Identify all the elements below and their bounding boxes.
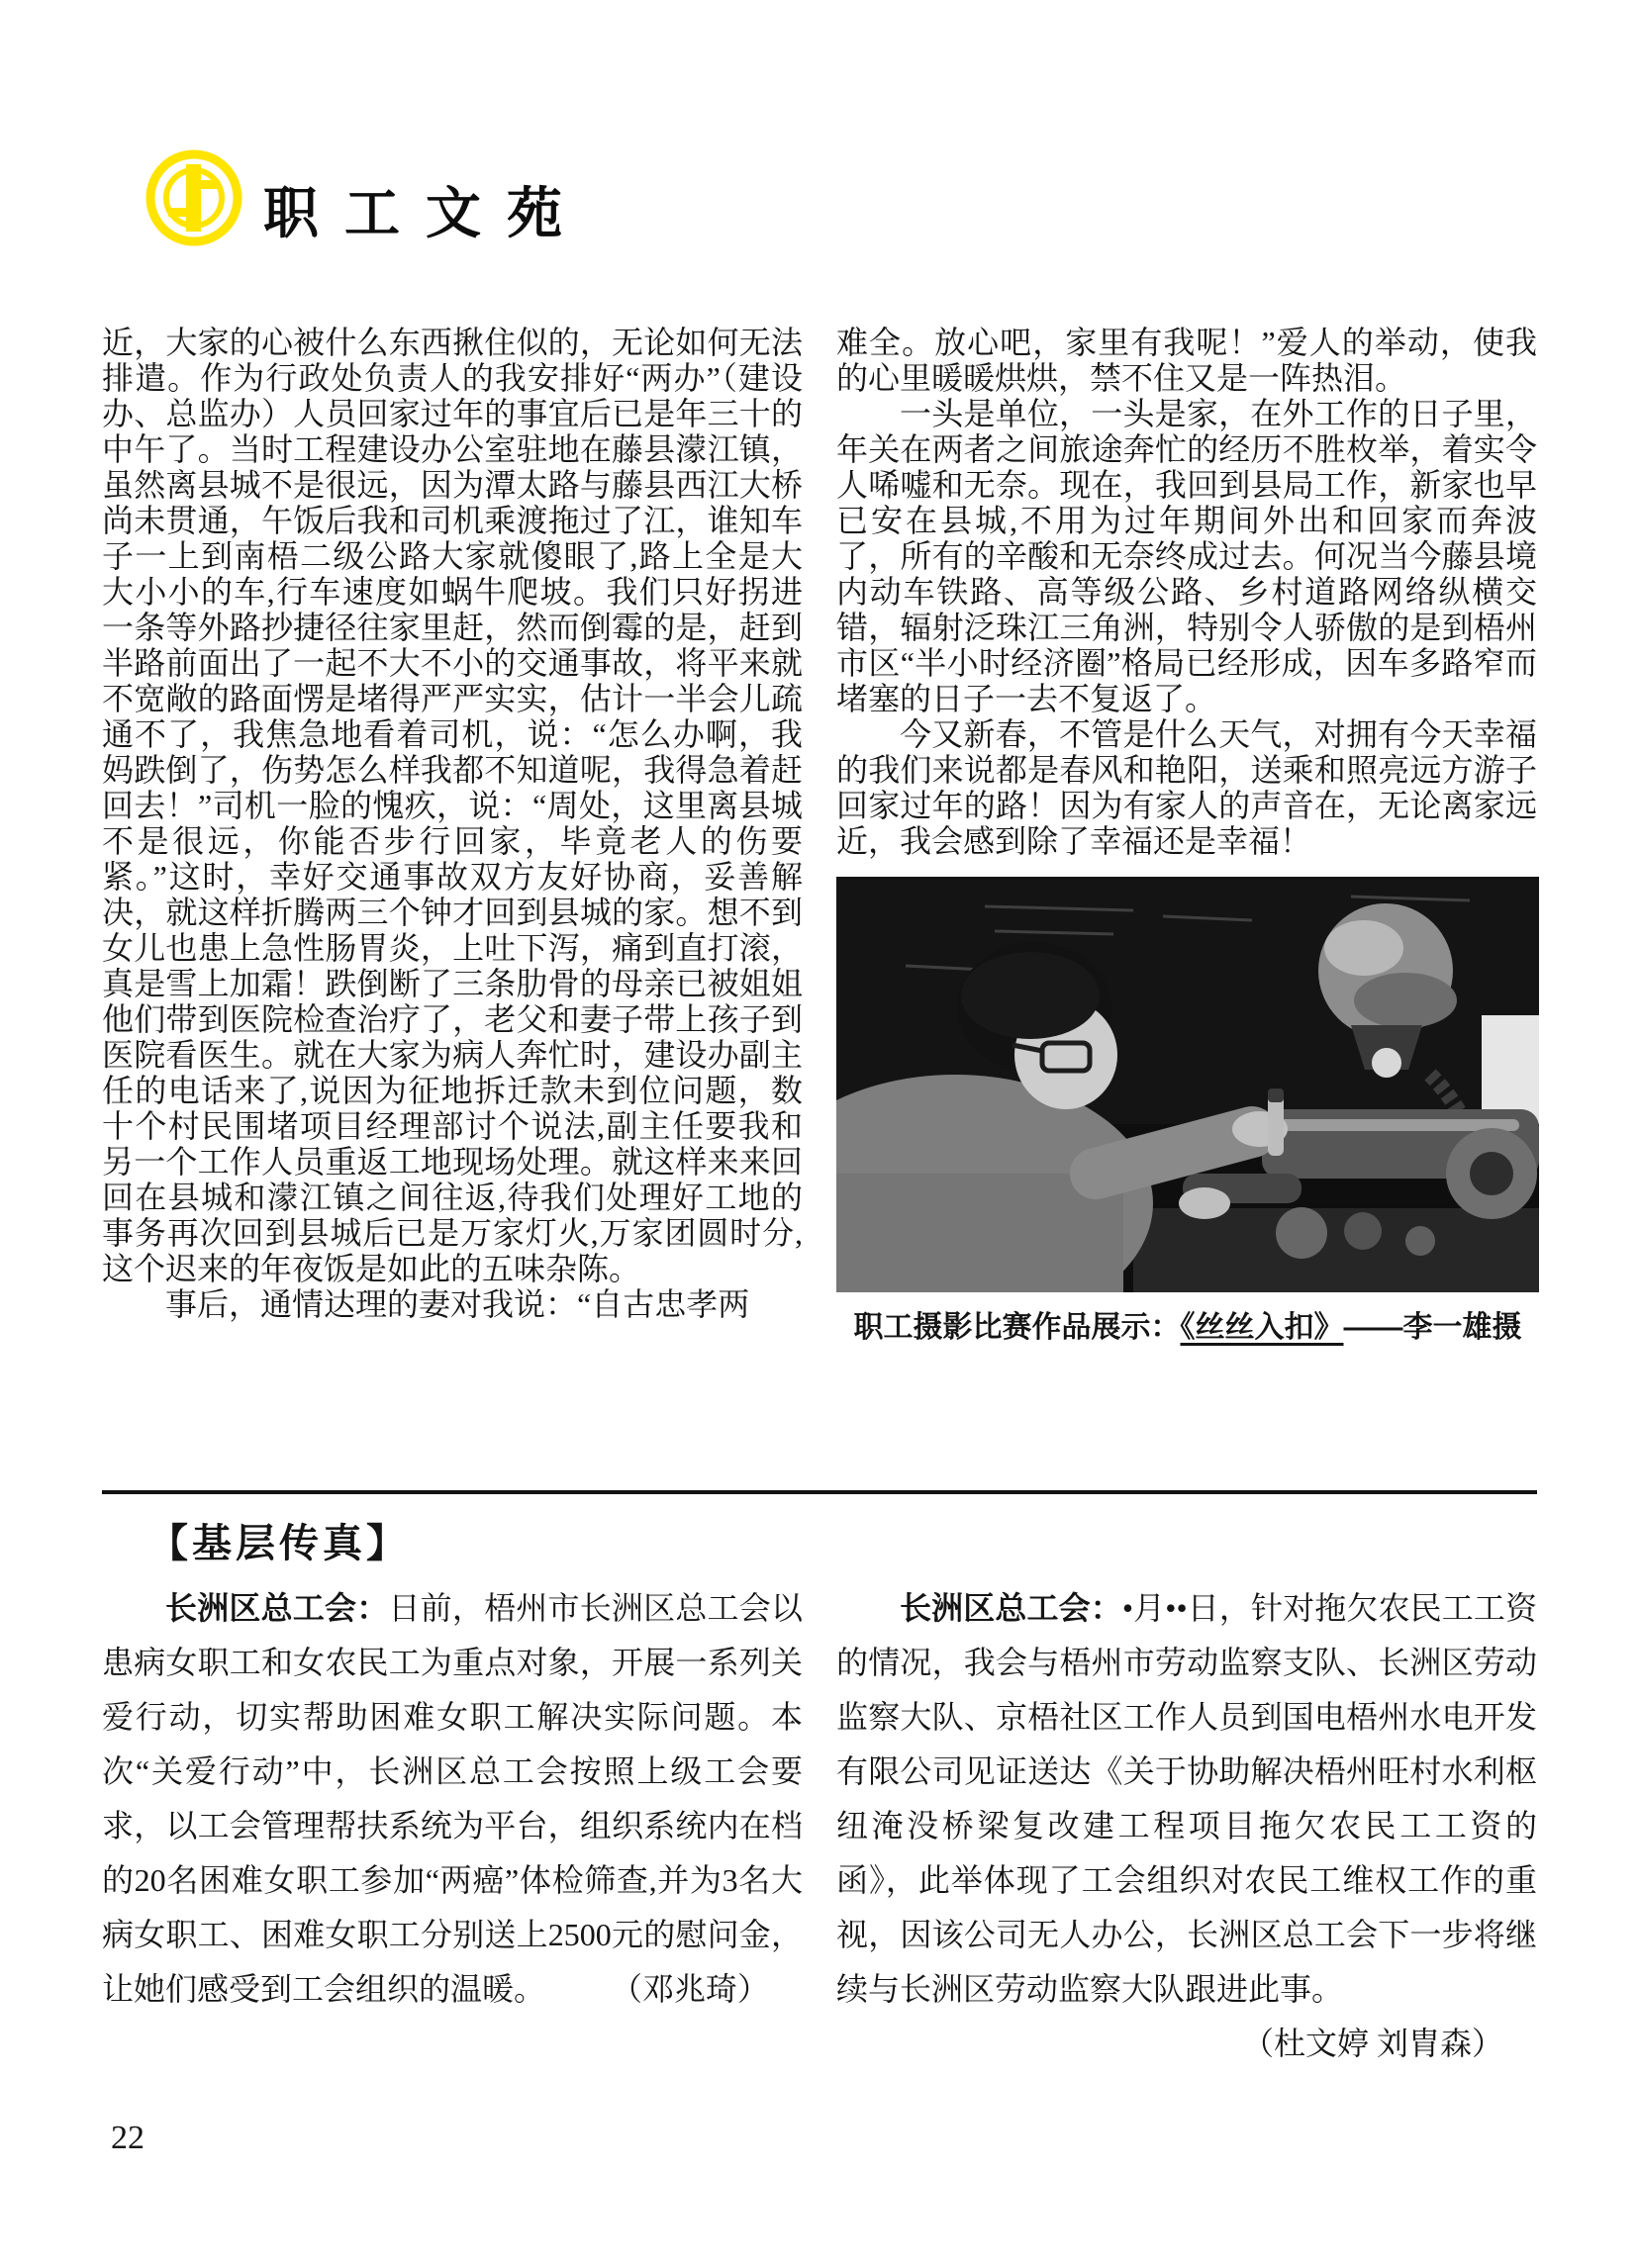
section-heading: 【基层传真】 — [148, 1521, 410, 1565]
news-text: •月••日，针对拖欠农民工工资的情况，我会与梧州市劳动监察支队、长洲区劳动监察大队、京梧社区工作人员到国电梧州水电开发有限公司见证送达《关于协助解决梧州旺村水利枢纽淹没桥梁复改建工程项目拖欠农民工工资的函》，此举体现了工会组织对农民工维权工作的重视，因该公司无人办公，长洲区总工会下一步将继续与长洲区劳动监察大队跟进此事。 — [836, 1590, 1537, 2007]
bright-paper-area — [1482, 1015, 1539, 1124]
news-lead: 长洲区总工会： — [900, 1590, 1122, 1626]
article-paragraph: 一头是单位，一头是家，在外工作的日子里，年关在两者之间旅途奔忙的经历不胜枚举，着实令人唏嘘和无奈。现在，我回到县局工作，新家也早已安在县城,不用为过年期间外出和回家而奔波了，所有的辛酸和无奈终成过去。何况当今藤县境内动车铁路、高等级公路、乡村道路网络纵横交错，辐射泛珠江三角洲，特别令人骄傲的是到梧州市区“半小时经济圈”格局已经形成，因车多路窄而堵塞的日子一去不复返了。 — [836, 396, 1537, 716]
article-column-right — [836, 325, 1537, 859]
article-paragraph: 近，大家的心被什么东西揪住似的，无论如何无法排遣。作为行政处负责人的我安排好“两办”（建设办、总监办）人员回家过年的事宜后已是年三十的中午了。当时工程建设办公室驻地在藤县濛江镇，虽然离县城不是很远，因为潭太路与藤县西江大桥尚未贯通，午饭后我和司机乘渡拖过了江，谁知车子一上到南梧二级公路大家就傻眼了,路上全是大大小小的车,行车速度如蜗牛爬坡。我们只好拐进一条等外路抄捷径往家里赶，然而倒霉的是，赶到半路前面出了一起不大不小的交通事故，将平来就不宽敞的路面愣是堵得严严实实，估计一半会儿疏通不了，我焦急地看着司机，说：“怎么办啊，我妈跌倒了，伤势怎么样我都不知道呢，我得急着赶回去！”司机一脸的愧疚，说：“周处，这里离县城不是很远，你能否步行回家，毕竟老人的伤要紧。”这时，幸好交通事故双方友好协商，妥善解决，就这样折腾两三个钟才回到县城的家。想不到女儿也患上急性肠胃炎，上吐下泻，痛到直打滚，真是雪上加霜！跌倒断了三条肋骨的母亲已被姐姐他们带到医院检查治疗了，老父和妻子带上孩子到医院看医生。就在大家为病人奔忙时，建设办副主任的电话来了,说因为征地拆迁款未到位问题，数十个村民围堵项目经理部讨个说法,副主任要我和另一个工作人员重返工地现场处理。就这样来来回回在县城和濛江镇之间往返,待我们处理好工地的事务再次回到县城后已是万家灯火,万家团圆时分,这个迟来的年夜饭是如此的五味杂陈。 — [102, 325, 803, 1286]
article-paragraph: 今又新春，不管是什么天气，对拥有今天幸福的我们来说都是春风和艳阳，送乘和照亮远方游子回家过年的路！因为有家人的声音在，无论离家远近，我会感到除了幸福还是幸福！ — [836, 716, 1537, 859]
news-item — [102, 1581, 803, 2017]
photo-caption-prefix: 职工摄影比赛作品展示： — [853, 1311, 1181, 1344]
news-text: 日前，梧州市长洲区总工会以患病女职工和女农民工为重点对象，开展一系列关爱行动，切实帮助困难女职工解决实际问题。本次“关爱行动”中，长洲区总工会按照上级工会要求，以工会管理帮扶系统为平台，组织系统内在档的20名困难女职工参加“两癌”体检筛查,并为3名大病女职工、困难女职工分别送上2500元的慰问金，让她们感受到工会组织的温暖。 — [102, 1590, 803, 2007]
trade-union-emblem-icon — [145, 148, 243, 247]
news-byline: （邓兆琦） — [610, 1971, 769, 2007]
section-divider — [102, 1490, 1537, 1494]
contest-photo — [836, 877, 1539, 1292]
photo-caption-title: 《丝丝入扣》 — [1180, 1311, 1344, 1344]
page-number: 22 — [111, 2120, 145, 2156]
article-column-left — [102, 325, 803, 1322]
photo-caption-byline: ——李一雄摄 — [1343, 1311, 1522, 1344]
news-column-right — [836, 1581, 1537, 2071]
contest-photo-graphic — [836, 877, 1539, 1292]
news-lead: 长洲区总工会： — [165, 1590, 389, 1626]
news-item — [836, 1581, 1537, 2017]
article-paragraph: 事后，通情达理的妻对我说：“自古忠孝两 — [165, 1286, 750, 1322]
masthead-title: 职工文苑 — [263, 182, 588, 244]
article-paragraph: 难全。放心吧，家里有我呢！”爱人的举动，使我的心里暖暖烘烘，禁不住又是一阵热泪。 — [836, 325, 1537, 396]
photo-caption — [836, 1302, 1539, 1346]
news-column-left — [102, 1581, 803, 2017]
emblem-svg — [145, 148, 243, 247]
news-byline: （杜文婷 刘胄森） — [1241, 2026, 1503, 2061]
